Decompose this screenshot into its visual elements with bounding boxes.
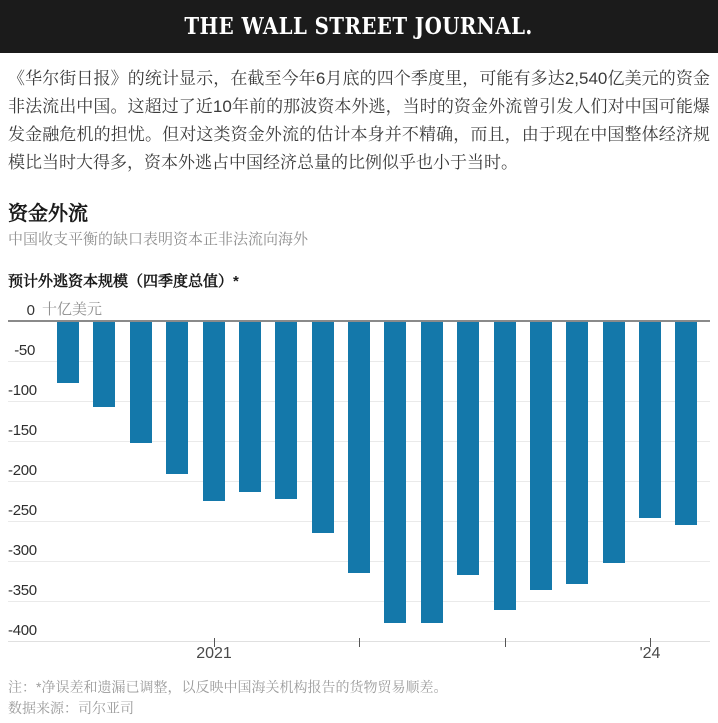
chart-bar: [457, 322, 479, 575]
article-body: [0, 65, 718, 719]
y-axis-tick-label: -50: [14, 342, 35, 359]
y-axis-tick-label: -150: [8, 422, 37, 439]
article-paragraph: 《华尔街日报》的统计显示，在截至今年6月底的四个季度里，可能有多达2,540亿美元的资金非法流出中国。这超过了近10年前的那波资本外逃，当时的资金外流曾引发人们对中国可能爆发金融危机的担忧。但对这类资金外流的估计本身并不精确，而且，由于现在中国整体经济规模比当时大得多，资本外逃占中国经济总量的比例似乎也小于当时。: [8, 69, 710, 172]
y-axis-tick-label: -100: [8, 382, 37, 399]
chart-bar: [239, 322, 261, 492]
chart-bar: [384, 322, 406, 623]
y-axis-zero-label: 0: [26, 302, 35, 319]
chart-bar: [57, 322, 79, 383]
chart-subtitle: 中国收支平衡的缺口表明资本正非法流向海外: [8, 231, 309, 248]
chart-bar: [421, 322, 443, 623]
chart-bar: [603, 322, 625, 563]
chart-bar: [203, 322, 225, 501]
wsj-logotype: THE WALL STREET JOURNAL.: [184, 13, 534, 40]
plot-area: [8, 320, 710, 642]
y-axis-tick-label: -250: [8, 502, 37, 519]
y-axis-tick-label: -300: [8, 542, 37, 559]
chart-bar: [275, 322, 297, 499]
bar-chart: [8, 301, 710, 666]
chart-bar: [494, 322, 516, 610]
chart-series-label: 预计外逃资本规模（四季度总值）*: [8, 273, 239, 290]
chart-bar: [166, 322, 188, 474]
chart-footnote: 注：*净误差和遗漏已调整，以反映中国海关机构报告的货物贸易顺差。: [8, 679, 448, 695]
y-axis-zero-row: [8, 301, 710, 319]
x-axis-tick-label: 2021: [196, 645, 232, 662]
x-axis-labels: [8, 642, 710, 666]
y-axis-tick-label: -400: [8, 622, 37, 639]
chart-title: 资金外流: [8, 203, 88, 225]
chart-bar: [639, 322, 661, 518]
y-axis-tick-label: -200: [8, 462, 37, 479]
chart-bar: [93, 322, 115, 407]
chart-bar: [566, 322, 588, 584]
chart-bar: [130, 322, 152, 443]
x-axis-tick-label: '24: [639, 645, 661, 662]
chart-bar: [312, 322, 334, 533]
gridline: [8, 601, 710, 602]
wsj-masthead: [0, 0, 718, 53]
y-axis-unit-label: 十亿美元: [42, 301, 103, 318]
chart-bar: [675, 322, 697, 525]
chart-source: 数据来源：司尔亚司: [8, 700, 134, 716]
y-axis-tick-label: -350: [8, 582, 37, 599]
chart-bar: [530, 322, 552, 590]
chart-bar: [348, 322, 370, 573]
